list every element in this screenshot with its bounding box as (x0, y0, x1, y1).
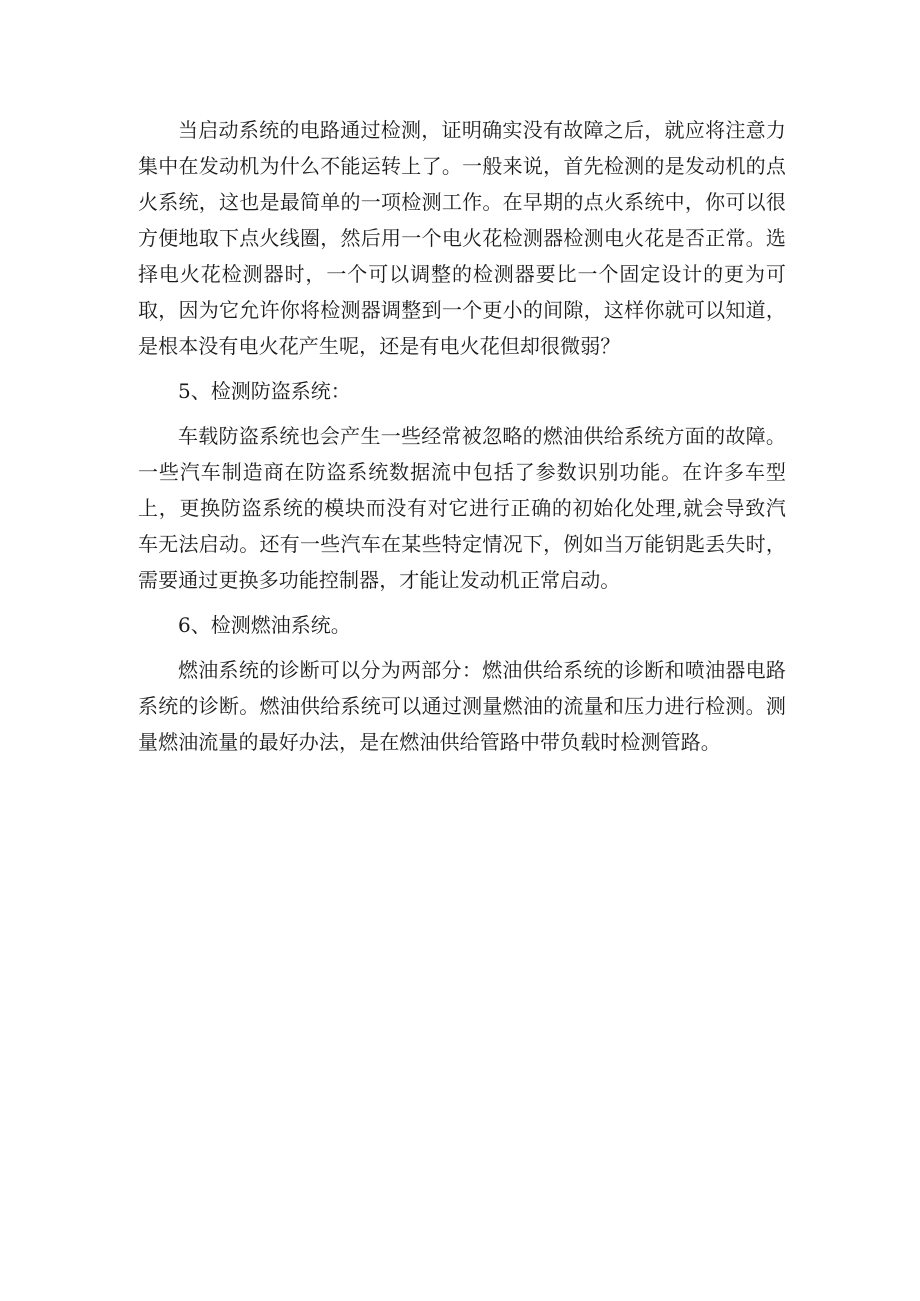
document-page (138, 112, 786, 769)
heading-fuel-system: 6、检测燃油系统。 (178, 613, 351, 637)
paragraph-ignition-check: 当启动系统的电路通过检测，证明确实没有故障之后，就应将注意力集中在发动机为什么不能运转上了。一般来说，首先检测的是发动机的点火系统，这也是最简单的一项检测工作。在早期的点火系统中，你可以很方便地取下点火线圈，然后用一个电火花检测器检测电火花是否正常。选择电火花检测器时，一个可以调整的检测器要比一个固定设计的更为可取，因为它允许你将检测器调整到一个更小的间隙，这样你就可以知道，是根本没有电火花产生呢，还是有电火花但却很微弱？ (138, 118, 786, 358)
paragraph-fuel-system: 燃油系统的诊断可以分为两部分：燃油供给系统的诊断和喷油器电路系统的诊断。燃油供给系统可以通过测量燃油的流量和压力进行检测。测量燃油流量的最好办法，是在燃油供给管路中带负载时检测管路。 (138, 658, 786, 754)
heading-anti-theft: 5、检测防盗系统： (178, 379, 351, 403)
paragraph-anti-theft: 车载防盗系统也会产生一些经常被忽略的燃油供给系统方面的故障。一些汽车制造商在防盗系统数据流中包括了参数识别功能。在许多车型上，更换防盗系统的模块而没有对它进行正确的初始化处理,就会导致汽车无法启动。还有一些汽车在某些特定情况下，例如当万能钥匙丢失时，需要通过更换多功能控制器，才能让发动机正常启动。 (138, 424, 786, 592)
